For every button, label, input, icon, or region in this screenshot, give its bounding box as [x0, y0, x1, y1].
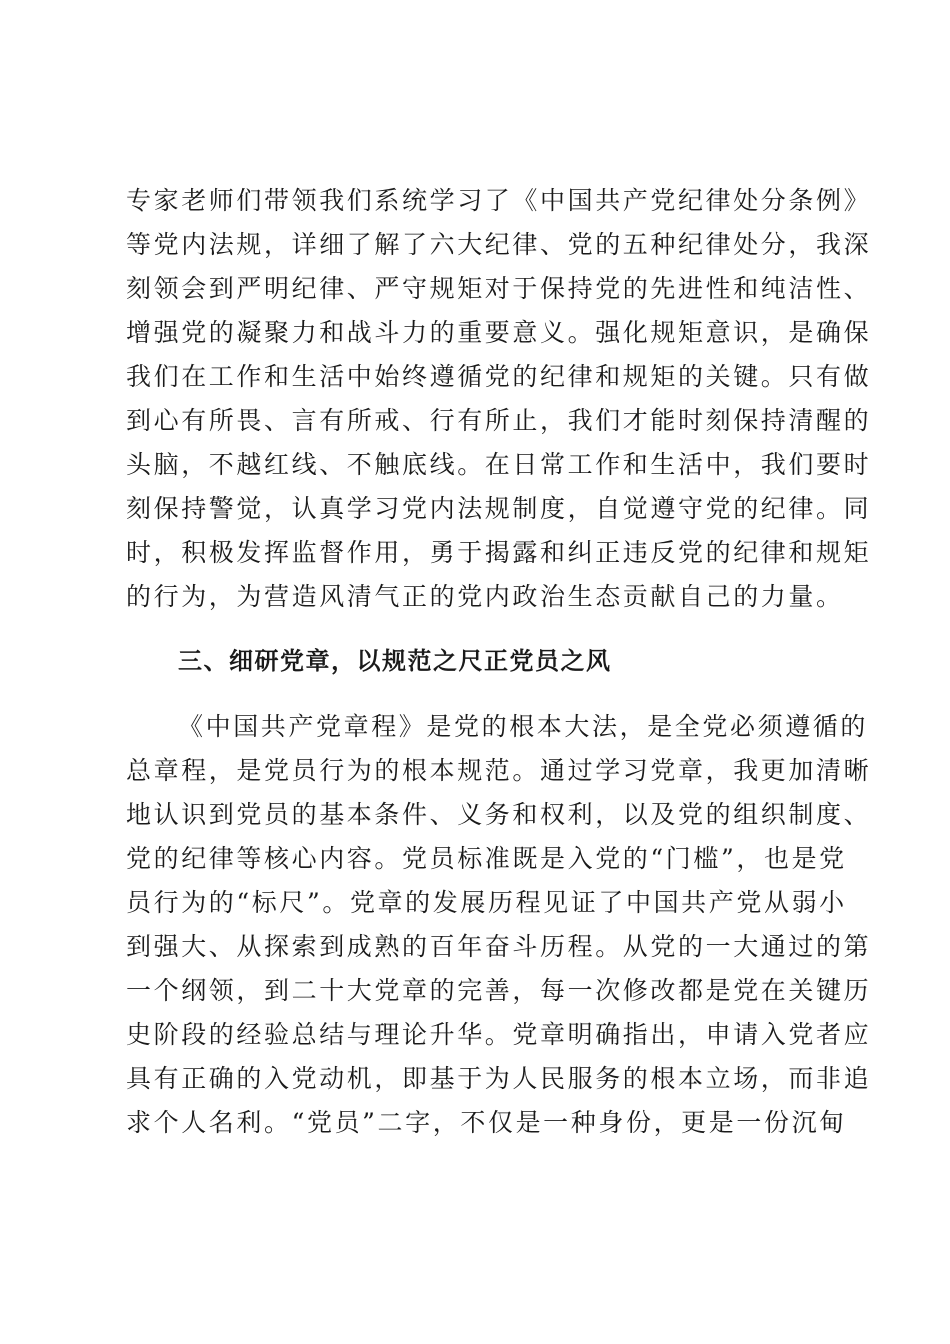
- paragraph-line: 的行为，为营造风清气正的党内政治生态贡献自己的力量。: [126, 582, 844, 611]
- paragraph-line: 头脑，不越红线、不触底线。在日常工作和生活中，我们要时: [126, 450, 872, 479]
- paragraph-line: 一个纲领，到二十大党章的完善，每一次修改都是党在关键历: [126, 976, 872, 1005]
- paragraph-line: 刻保持警觉，认真学习党内法规制度，自觉遵守党的纪律。同: [126, 494, 872, 523]
- paragraph-line: 刻领会到严明纪律、严守规矩对于保持党的先进性和纯洁性、: [126, 274, 872, 303]
- paragraph-line: 具有正确的入党动机，即基于为人民服务的根本立场，而非追: [126, 1064, 872, 1093]
- paragraph-line: 时，积极发挥监督作用，勇于揭露和纠正违反党的纪律和规矩: [126, 538, 872, 567]
- paragraph-line: 增强党的凝聚力和战斗力的重要意义。强化规矩意识，是确保: [126, 318, 872, 347]
- section-heading-text: 三、细研党章，以规范之尺正党员之风: [178, 647, 612, 675]
- paragraph-line: 我们在工作和生活中始终遵循党的纪律和规矩的关键。只有做: [126, 362, 872, 391]
- paragraph-line: 专家老师们带领我们系统学习了《中国共产党纪律处分条例》: [126, 186, 872, 215]
- paragraph-line: 《中国共产党章程》是党的根本大法，是全党必须遵循的: [178, 712, 869, 741]
- paragraph-discipline: [126, 179, 872, 619]
- paragraph-line: 员行为的“标尺”。党章的发展历程见证了中国共产党从弱小: [126, 888, 847, 917]
- paragraph-line: 到心有所畏、言有所戒、行有所止，我们才能时刻保持清醒的: [126, 406, 872, 435]
- paragraph-line: 到强大、从探索到成熟的百年奋斗历程。从党的一大通过的第: [126, 932, 872, 961]
- paragraph-party-constitution: [126, 705, 872, 1145]
- paragraph-line: 史阶段的经验总结与理论升华。党章明确指出，申请入党者应: [126, 1020, 872, 1049]
- section-heading: [126, 639, 830, 683]
- paragraph-line: 地认识到党员的基本条件、义务和权利，以及党的组织制度、: [126, 800, 872, 829]
- paragraph-line: 党的纪律等核心内容。党员标准既是入党的“门槛”，也是党: [126, 844, 847, 873]
- paragraph-line: 总章程，是党员行为的根本规范。通过学习党章，我更加清晰: [126, 756, 872, 785]
- paragraph-line: 等党内法规，详细了解了六大纪律、党的五种纪律处分，我深: [126, 230, 872, 259]
- paragraph-line: 求个人名利。“党员”二字，不仅是一种身份，更是一份沉甸: [126, 1108, 847, 1137]
